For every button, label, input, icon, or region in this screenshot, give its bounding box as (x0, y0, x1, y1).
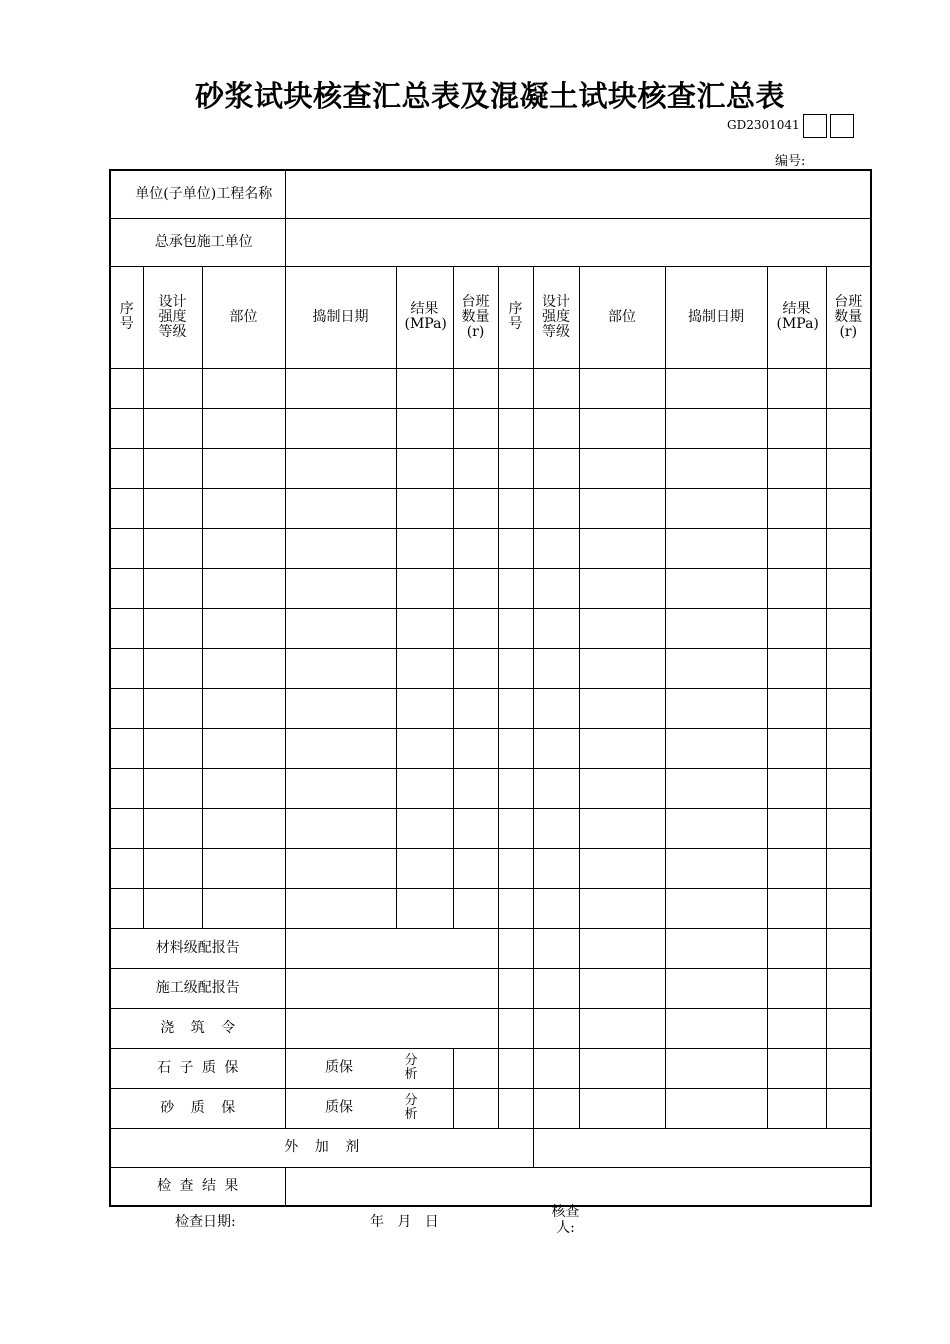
table-cell[interactable] (285, 448, 396, 488)
table-cell[interactable] (826, 368, 871, 408)
table-cell[interactable] (498, 648, 533, 688)
table-cell[interactable] (110, 608, 143, 648)
table-cell[interactable] (110, 488, 143, 528)
header-shift-count-2: 台班数量(r) (826, 266, 871, 368)
table-cell[interactable] (143, 568, 202, 608)
table-cell[interactable] (665, 688, 767, 728)
table-cell[interactable] (826, 408, 871, 448)
table-cell[interactable] (110, 368, 143, 408)
table-cell[interactable] (202, 728, 285, 768)
table-cell[interactable] (453, 568, 498, 608)
admixture-row (110, 1128, 871, 1167)
table-cell[interactable] (533, 448, 579, 488)
table-cell[interactable] (767, 808, 826, 848)
table-cell[interactable] (143, 728, 202, 768)
check-date-label: 检查日期: (175, 1214, 236, 1230)
pour-order-input[interactable] (285, 1008, 498, 1048)
table-cell[interactable] (767, 768, 826, 808)
table-cell[interactable] (396, 488, 453, 528)
table-cell[interactable] (202, 848, 285, 888)
header-location: 部位 (202, 266, 285, 368)
table-cell[interactable] (453, 368, 498, 408)
table-cell[interactable] (533, 608, 579, 648)
table-cell[interactable] (143, 528, 202, 568)
table-cell[interactable] (665, 568, 767, 608)
table-cell[interactable] (110, 808, 143, 848)
table-cell[interactable] (826, 488, 871, 528)
table-row (110, 448, 871, 488)
table-cell[interactable] (665, 808, 767, 848)
table-cell[interactable] (285, 408, 396, 448)
admixture-input[interactable] (533, 1128, 871, 1167)
table-row (110, 608, 871, 648)
table-cell[interactable] (396, 808, 453, 848)
table-cell[interactable] (533, 568, 579, 608)
table-cell[interactable] (826, 448, 871, 488)
stone-label: 石 子 质 保 (110, 1048, 285, 1088)
table-cell[interactable] (665, 368, 767, 408)
table-cell[interactable] (665, 728, 767, 768)
table-cell[interactable] (396, 848, 453, 888)
table-cell[interactable] (110, 848, 143, 888)
table-cell[interactable] (202, 568, 285, 608)
table-cell[interactable] (533, 808, 579, 848)
table-cell[interactable] (110, 648, 143, 688)
table-cell[interactable] (498, 568, 533, 608)
table-cell[interactable] (202, 488, 285, 528)
table-cell[interactable] (202, 688, 285, 728)
table-cell[interactable] (826, 808, 871, 848)
table-cell[interactable] (767, 408, 826, 448)
header-cast-date: 捣制日期 (285, 266, 396, 368)
table-cell[interactable] (826, 888, 871, 928)
header-location-2: 部位 (579, 266, 665, 368)
sand-row (110, 1088, 871, 1128)
table-cell[interactable] (143, 608, 202, 648)
sand-label: 砂 质 保 (110, 1088, 285, 1128)
inspection-result-row (110, 1167, 871, 1206)
table-cell[interactable] (498, 528, 533, 568)
project-name-label: 单位(子单位)工程名称 (110, 170, 285, 218)
table-cell[interactable] (579, 728, 665, 768)
table-cell[interactable] (143, 408, 202, 448)
table-cell[interactable] (285, 528, 396, 568)
table-cell[interactable] (396, 448, 453, 488)
table-cell[interactable] (453, 528, 498, 568)
table-row (110, 688, 871, 728)
table-cell[interactable] (396, 408, 453, 448)
material-mix-input[interactable] (285, 928, 498, 968)
table-cell[interactable] (826, 528, 871, 568)
header-seq-2: 序号 (498, 266, 533, 368)
inspection-result-label: 检 查 结 果 (110, 1167, 285, 1206)
table-cell[interactable] (767, 528, 826, 568)
table-cell[interactable] (579, 448, 665, 488)
table-cell[interactable] (453, 888, 498, 928)
table-cell[interactable] (533, 848, 579, 888)
table-cell[interactable] (498, 848, 533, 888)
table-cell[interactable] (498, 808, 533, 848)
table-cell[interactable] (453, 488, 498, 528)
table-cell[interactable] (533, 728, 579, 768)
table-cell[interactable] (533, 368, 579, 408)
table-cell[interactable] (498, 888, 533, 928)
table-cell[interactable] (202, 768, 285, 808)
admixture-label: 外 加 剂 (110, 1128, 533, 1167)
table-cell[interactable] (285, 608, 396, 648)
column-header-row (110, 266, 871, 368)
table-cell[interactable] (285, 368, 396, 408)
table-row (110, 528, 871, 568)
table-cell[interactable] (110, 448, 143, 488)
table-cell[interactable] (826, 568, 871, 608)
table-cell[interactable] (579, 688, 665, 728)
table-cell[interactable] (285, 808, 396, 848)
code-box-1[interactable] (803, 114, 827, 138)
table-cell[interactable] (767, 368, 826, 408)
table-cell[interactable] (767, 608, 826, 648)
table-cell[interactable] (453, 608, 498, 648)
table-cell[interactable] (665, 448, 767, 488)
table-cell[interactable] (110, 888, 143, 928)
table-cell[interactable] (143, 648, 202, 688)
table-row (110, 888, 871, 928)
checker-label: 核查人: (551, 1204, 580, 1236)
header-result: 结果(MPa) (396, 266, 453, 368)
table-row (110, 408, 871, 448)
table-cell[interactable] (767, 688, 826, 728)
table-cell[interactable] (665, 768, 767, 808)
table-cell[interactable] (579, 808, 665, 848)
table-cell[interactable] (110, 728, 143, 768)
table-cell[interactable] (110, 688, 143, 728)
stone-cert-cell[interactable]: 质保 分析 (285, 1048, 453, 1088)
table-cell[interactable] (285, 648, 396, 688)
table-cell[interactable] (453, 848, 498, 888)
pour-order-label: 浇 筑 令 (110, 1008, 285, 1048)
table-cell[interactable] (110, 768, 143, 808)
table-cell[interactable] (579, 488, 665, 528)
table-cell[interactable] (533, 768, 579, 808)
construction-mix-row (110, 968, 871, 1008)
table-cell[interactable] (533, 528, 579, 568)
table-cell[interactable] (202, 608, 285, 648)
table-cell[interactable] (498, 768, 533, 808)
table-cell[interactable] (665, 648, 767, 688)
general-contractor-label: 总承包施工单位 (110, 218, 285, 266)
inspection-result-input[interactable] (285, 1167, 871, 1206)
header-cast-date-2: 捣制日期 (665, 266, 767, 368)
table-cell[interactable] (498, 608, 533, 648)
table-cell[interactable] (579, 888, 665, 928)
table-cell[interactable] (767, 488, 826, 528)
table-cell[interactable] (396, 568, 453, 608)
table-cell[interactable] (453, 728, 498, 768)
page-title: 砂浆试块核查汇总表及混凝土试块核查汇总表 (194, 79, 785, 113)
table-cell[interactable] (396, 528, 453, 568)
construction-mix-label: 施工级配报告 (110, 968, 285, 1008)
table-cell[interactable] (533, 408, 579, 448)
table-cell[interactable] (143, 768, 202, 808)
table-row (110, 648, 871, 688)
table-cell[interactable] (533, 648, 579, 688)
table-row (110, 768, 871, 808)
table-cell[interactable] (285, 728, 396, 768)
table-cell[interactable] (285, 848, 396, 888)
table-cell[interactable] (453, 808, 498, 848)
table-cell[interactable] (202, 648, 285, 688)
sand-cert-cell[interactable]: 质保 分析 (285, 1088, 453, 1128)
table-cell[interactable] (498, 368, 533, 408)
table-cell[interactable] (143, 808, 202, 848)
table-cell[interactable] (826, 608, 871, 648)
general-contractor-row (110, 218, 871, 266)
table-cell[interactable] (767, 448, 826, 488)
table-cell[interactable] (498, 448, 533, 488)
material-mix-label: 材料级配报告 (110, 928, 285, 968)
table-cell[interactable] (396, 888, 453, 928)
table-cell[interactable] (143, 488, 202, 528)
table-cell[interactable] (110, 568, 143, 608)
table-cell[interactable] (665, 528, 767, 568)
table-cell[interactable] (579, 528, 665, 568)
table-cell[interactable] (202, 888, 285, 928)
table-cell[interactable] (498, 688, 533, 728)
header-result-2: 结果(MPa) (767, 266, 826, 368)
table-cell[interactable] (453, 408, 498, 448)
table-cell[interactable] (767, 728, 826, 768)
table-cell[interactable] (533, 688, 579, 728)
table-cell[interactable] (579, 608, 665, 648)
table-cell[interactable] (767, 568, 826, 608)
table-cell[interactable] (498, 728, 533, 768)
table-cell[interactable] (533, 488, 579, 528)
table-cell[interactable] (665, 848, 767, 888)
project-name-input[interactable] (285, 170, 871, 218)
table-cell[interactable] (665, 608, 767, 648)
table-cell[interactable] (285, 488, 396, 528)
table-cell[interactable] (826, 768, 871, 808)
table-row (110, 808, 871, 848)
table-cell[interactable] (285, 688, 396, 728)
table-cell[interactable] (143, 448, 202, 488)
table-cell[interactable] (396, 768, 453, 808)
table-cell[interactable] (767, 848, 826, 888)
table-cell[interactable] (498, 488, 533, 528)
header-shift-count: 台班数量(r) (453, 266, 498, 368)
table-row (110, 568, 871, 608)
table-cell[interactable] (202, 368, 285, 408)
table-cell[interactable] (665, 888, 767, 928)
table-cell[interactable] (143, 848, 202, 888)
form-code: GD2301041 (727, 118, 800, 132)
material-mix-row (110, 928, 871, 968)
table-cell[interactable] (110, 528, 143, 568)
table-cell[interactable] (665, 408, 767, 448)
table-cell[interactable] (579, 408, 665, 448)
table-cell[interactable] (202, 528, 285, 568)
pour-order-row (110, 1008, 871, 1048)
table-row (110, 368, 871, 408)
table-cell[interactable] (453, 768, 498, 808)
construction-mix-input[interactable] (285, 968, 498, 1008)
table-cell[interactable] (665, 488, 767, 528)
table-cell[interactable] (453, 648, 498, 688)
table-cell[interactable] (579, 848, 665, 888)
table-cell[interactable] (826, 728, 871, 768)
table-cell[interactable] (533, 888, 579, 928)
table-cell[interactable] (767, 888, 826, 928)
table-cell[interactable] (202, 808, 285, 848)
table-cell[interactable] (498, 408, 533, 448)
table-row (110, 848, 871, 888)
table-cell[interactable] (110, 408, 143, 448)
table-cell[interactable] (396, 728, 453, 768)
header-design-grade: 设计强度等级 (143, 266, 202, 368)
data-rows (110, 368, 871, 928)
project-name-row (110, 170, 871, 218)
table-cell[interactable] (579, 368, 665, 408)
header-seq: 序号 (110, 266, 143, 368)
table-cell[interactable] (143, 688, 202, 728)
table-cell[interactable] (202, 408, 285, 448)
table-row (110, 488, 871, 528)
table-cell[interactable] (143, 888, 202, 928)
table-cell[interactable] (579, 568, 665, 608)
table-row (110, 728, 871, 768)
table-cell[interactable] (826, 688, 871, 728)
table-cell[interactable] (826, 648, 871, 688)
table-cell[interactable] (285, 568, 396, 608)
summary-table (109, 169, 872, 1207)
code-box-2[interactable] (830, 114, 854, 138)
table-cell[interactable] (143, 368, 202, 408)
table-cell[interactable] (285, 768, 396, 808)
table-cell[interactable] (396, 648, 453, 688)
table-cell[interactable] (579, 768, 665, 808)
table-cell[interactable] (285, 888, 396, 928)
table-cell[interactable] (579, 648, 665, 688)
table-cell[interactable] (453, 448, 498, 488)
table-cell[interactable] (396, 608, 453, 648)
table-cell[interactable] (767, 648, 826, 688)
table-cell[interactable] (396, 688, 453, 728)
general-contractor-input[interactable] (285, 218, 871, 266)
date-ymd: 年 月 日 (370, 1214, 439, 1230)
serial-number-label: 编号: (775, 154, 806, 169)
table-cell[interactable] (453, 688, 498, 728)
table-cell[interactable] (826, 848, 871, 888)
header-design-grade-2: 设计强度等级 (533, 266, 579, 368)
table-cell[interactable] (202, 448, 285, 488)
table-cell[interactable] (396, 368, 453, 408)
stone-row (110, 1048, 871, 1088)
